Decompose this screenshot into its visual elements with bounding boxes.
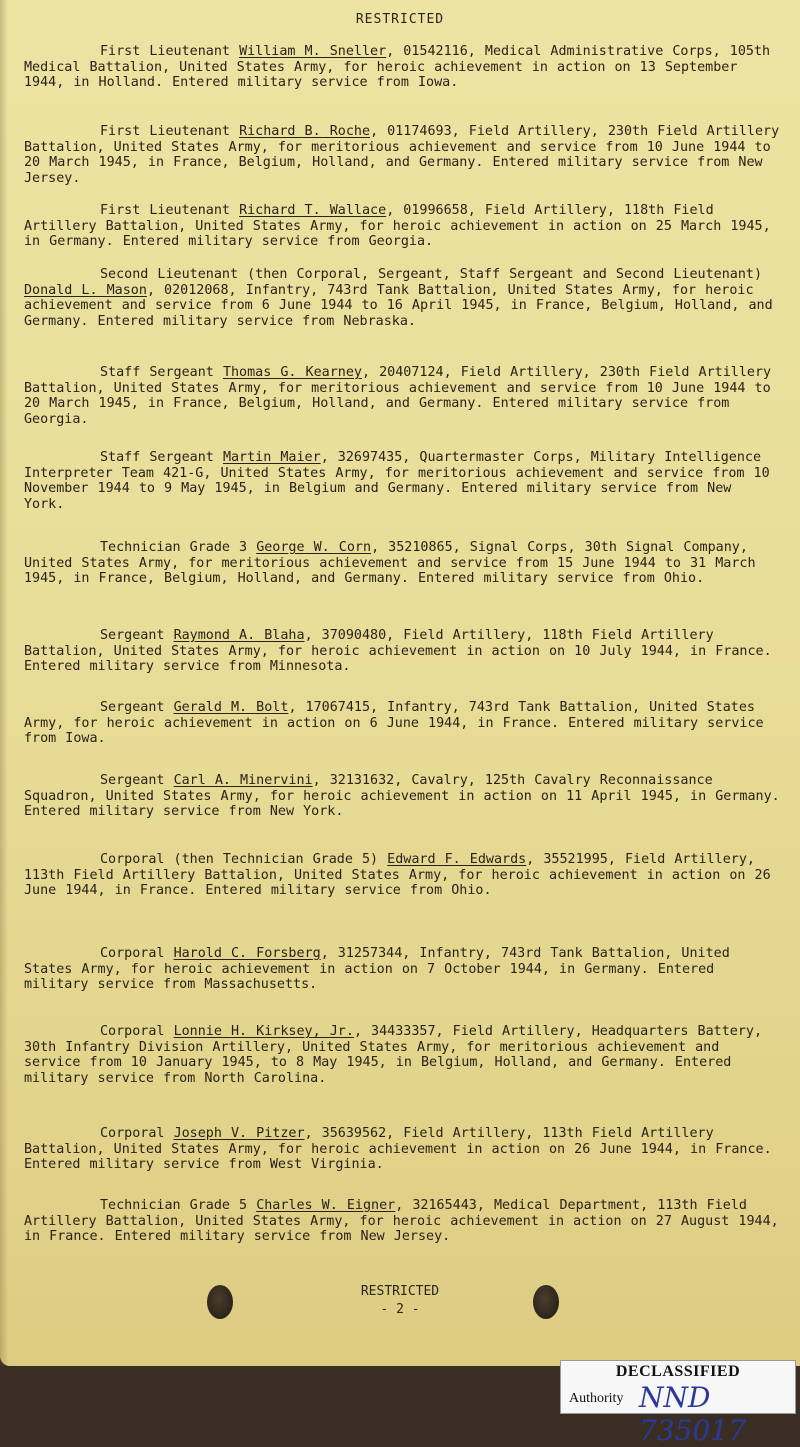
- recipient-name: Raymond A. Blaha: [173, 628, 305, 643]
- citation-entry: Sergeant Gerald M. Bolt, 17067415, Infantry, 743rd Tank Battalion, United States Army, for heroic achievement in action on 6 June 1944, in France. Entered military service from Iowa.: [24, 700, 764, 746]
- recipient-name: Donald L. Mason: [24, 282, 147, 298]
- classification-header: RESTRICTED: [355, 12, 445, 27]
- stamp-authority-number: NND 735017: [639, 1381, 746, 1447]
- page-number: - 2 -: [380, 1302, 420, 1317]
- citation-entry: Technician Grade 5 Charles W. Eigner, 32165443, Medical Department, 113th Field Artillery Battalion, United States Army, for heroic achievement in action on 27 August 1944, in France. Entered military service from New Jersey.: [24, 1198, 779, 1244]
- recipient-name: Martin Maier: [222, 450, 321, 465]
- citation-entry: Corporal Lonnie H. Kirksey, Jr., 34433357, Field Artillery, Headquarters Battery, 30th Infantry Division Artillery, United States Army, for meritorious achievement and service from 10 January 1945, to 8 May 1945, in Belgium, Holland, and Germany. Entered military service from North Carolina.: [24, 1024, 763, 1086]
- punch-hole-left: [207, 1285, 233, 1319]
- citation-entry: Staff Sergeant Martin Maier, 32697435, Quartermaster Corps, Military Intelligence Interpreter Team 421-G, United States Army, for meritorious achievement and service from 10 November 1944 to 9 May 1945, in Belgium and Germany. Entered military service from New York.: [24, 450, 770, 512]
- page-edge-shadow: [0, 0, 8, 1366]
- recipient-name: Lonnie H. Kirksey, Jr.: [173, 1024, 354, 1039]
- recipient-name: Gerald M. Bolt: [173, 700, 289, 715]
- recipient-name: Charles W. Eigner: [256, 1198, 396, 1213]
- recipient-name: Richard T. Wallace: [239, 203, 387, 218]
- recipient-name: Joseph V. Pitzer: [173, 1126, 305, 1141]
- classification-footer: RESTRICTED: [360, 1284, 440, 1299]
- recipient-name: Harold C. Forsberg: [173, 946, 321, 961]
- citation-entry: First Lieutenant Richard B. Roche, 01174693, Field Artillery, 230th Field Artillery Battalion, United States Army, for meritorious achievement and service from 10 June 1944 to 20 March 1945, in France, Belgium, Holland, and Germany. Entered military service from New Jersey.: [24, 124, 780, 186]
- citation-entry: Corporal Harold C. Forsberg, 31257344, Infantry, 743rd Tank Battalion, United States Army, for heroic achievement in action on 7 October 1944, in Germany. Entered military service from Massachusetts.: [24, 946, 730, 992]
- recipient-name: William M. Sneller: [239, 44, 387, 59]
- recipient-name: Richard B. Roche: [239, 124, 371, 139]
- citation-entry: Corporal Joseph V. Pitzer, 35639562, Field Artillery, 113th Field Artillery Battalion, United States Army, for heroic achievement in action on 26 June 1944, in France. Entered military service from West Virginia.: [24, 1126, 772, 1172]
- punch-hole-right: [533, 1285, 559, 1319]
- citation-entry: Corporal (then Technician Grade 5) Edward F. Edwards, 35521995, Field Artillery, 113th Field Artillery Battalion, United States Army, for heroic achievement in action on 26 June 1944, in France. Entered military service from Ohio.: [24, 852, 771, 898]
- citation-entry: Sergeant Raymond A. Blaha, 37090480, Field Artillery, 118th Field Artillery Battalion, United States Army, for heroic achievement in action on 10 July 1944, in France. Entered military service from Minnesota.: [24, 628, 772, 674]
- citation-entry: Sergeant Carl A. Minervini, 32131632, Cavalry, 125th Cavalry Reconnaissance Squadron, United States Army, for heroic achievement in action on 11 April 1945, in Germany. Entered military service from New York.: [24, 773, 780, 819]
- recipient-name: Thomas G. Kearney: [222, 365, 362, 380]
- citation-entry: Technician Grade 3 George W. Corn, 35210865, Signal Corps, 30th Signal Company, United States Army, for meritorious achievement and service from 15 June 1944 to 31 March 1945, in France, Belgium, Holland, and Germany. Entered military service from Ohio.: [24, 540, 756, 586]
- citation-entry: First Lieutenant Richard T. Wallace, 01996658, Field Artillery, 118th Field Artillery Battalion, United States Army, for heroic achievement in action on 25 March 1945, in Germany. Entered military service from Georgia.: [24, 203, 771, 249]
- stamp-authority-label: Authority: [569, 1391, 624, 1406]
- recipient-name: George W. Corn: [256, 540, 372, 555]
- citation-entry: Staff Sergeant Thomas G. Kearney, 20407124, Field Artillery, 230th Field Artillery Battalion, United States Army, for meritorious achievement and service from 10 June 1944 to 20 March 1945, in France, Belgium, Holland, and Germany. Entered military service from Georgia.: [24, 365, 772, 427]
- declassified-stamp: [560, 1360, 796, 1447]
- citation-entry: Second Lieutenant (then Corporal, Sergeant, Staff Sergeant and Second Lieutenant) Donald L. Mason, 02012068, Infantry, 743rd Tank Battalion, United States Army, for heroic achievement and service from 6 June 1944 to 16 April 1945, in France, Belgium, Holland, and Germany. Entered military service from Nebraska.: [24, 267, 773, 329]
- page-footer: [0, 1283, 800, 1319]
- recipient-name: Edward F. Edwards: [387, 852, 527, 867]
- stamp-title: DECLASSIFIED: [615, 1363, 741, 1380]
- citation-entry: First Lieutenant William M. Sneller, 01542116, Medical Administrative Corps, 105th Medical Battalion, United States Army, for heroic achievement in action on 13 September 1944, in Holland. Entered military service from Iowa.: [24, 44, 771, 90]
- recipient-name: Carl A. Minervini: [173, 773, 313, 788]
